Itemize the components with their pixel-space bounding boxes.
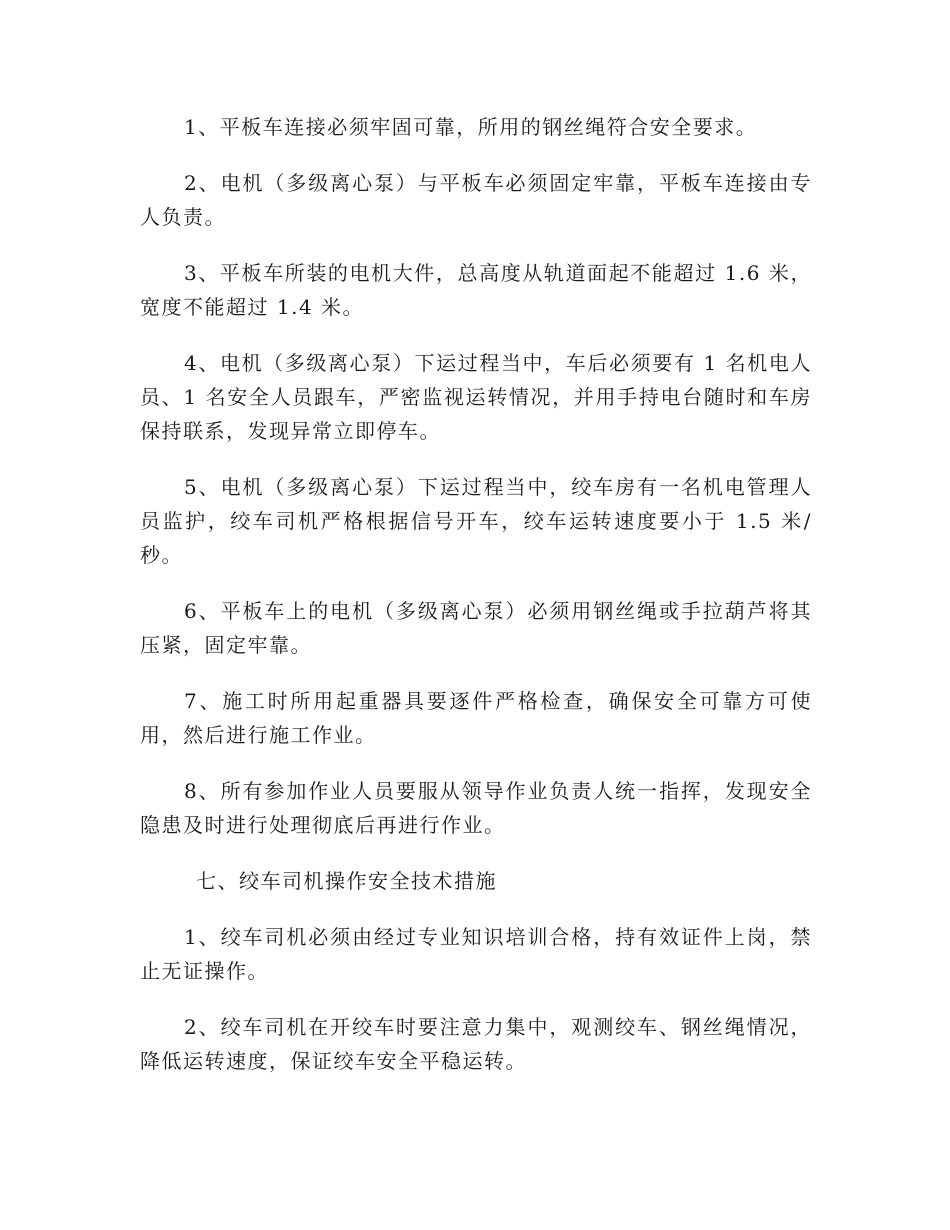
paragraph-8: 8、所有参加作业人员要服从领导作业负责人统一指挥，发现安全隐患及时进行处理彻底后再进行作业。 <box>140 779 812 837</box>
paragraph-2: 2、电机（多级离心泵）与平板车必须固定牢靠，平板车连接由专人负责。 <box>140 171 812 229</box>
paragraph-6: 6、平板车上的电机（多级离心泵）必须用钢丝绳或手拉葫芦将其压紧，固定牢靠。 <box>140 599 812 657</box>
section-paragraph-1: 1、绞车司机必须由经过专业知识培训合格，持有效证件上岗，禁止无证操作。 <box>140 925 812 983</box>
paragraph-7: 7、施工时所用起重器具要逐件严格检查，确保安全可靠方可使用，然后进行施工作业。 <box>140 689 812 747</box>
document-body <box>140 110 812 1100</box>
paragraph-1: 1、平板车连接必须牢固可靠，所用的钢丝绳符合安全要求。 <box>184 115 758 139</box>
section-paragraph-2: 2、绞车司机在开绞车时要注意力集中，观测绞车、钢丝绳情况，降低运转速度，保证绞车安全平稳运转。 <box>140 1015 812 1073</box>
paragraph-5: 5、电机（多级离心泵）下运过程当中，绞车房有一名机电管理人员监护，绞车司机严格根据信号开车，绞车运转速度要小于 1.5 米/秒。 <box>140 475 812 567</box>
paragraph-4: 4、电机（多级离心泵）下运过程当中，车后必须要有 1 名机电人员、1 名安全人员跟车，严密监视运转情况，并用手持电台随时和车房保持联系，发现异常立即停车。 <box>140 351 812 443</box>
section-heading: 七、绞车司机操作安全技术措施 <box>196 869 497 893</box>
paragraph-3: 3、平板车所装的电机大件，总高度从轨道面起不能超过 1.6 米，宽度不能超过 1.4 米。 <box>140 261 812 319</box>
